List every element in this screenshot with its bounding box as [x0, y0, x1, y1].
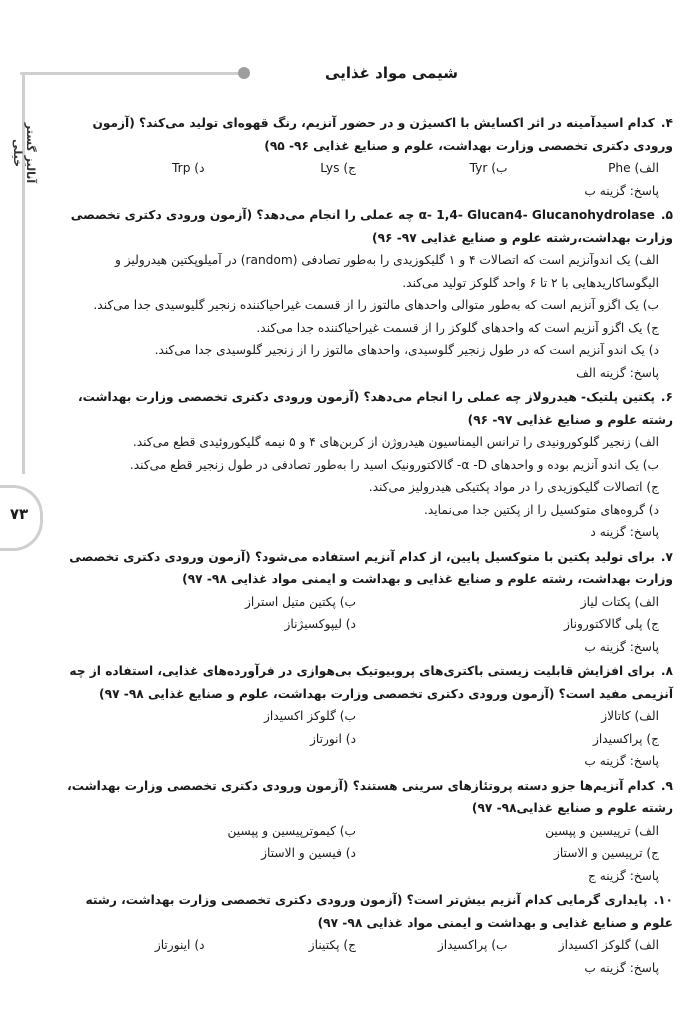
option-a: الف) یک اندوآنزیم است که اتصالات ۴ و ۱ گلیکوزیدی را به‌طور تصادفی (random) در آمیلوپکتین هیدرولیز و الیگوساکاریدهایی با ۲ تا ۶ واحد گلوکز تولید می‌کند. [114, 253, 659, 290]
header-rule [20, 72, 244, 75]
option-b: ب) پراکسیداز [437, 938, 508, 952]
question-text: کدام اسیدآمینه در اثر اکسایش با اکسیژن و در حضور آنزیم، رنگ قهوه‌ای تولید می‌کند؟ (آزمون ورودی دکتری تخصصی وزارت بهداشت، علوم و صنایع غذایی ۹۶- ۹۵) [92, 116, 673, 153]
question-10 [53, 889, 673, 979]
option-d: د) گروه‌های متوکسیل را از پکتین جدا می‌نماید. [424, 502, 659, 517]
answer: پاسخ: گزینه ب [584, 639, 659, 654]
question-text: کدام آنزیم‌ها جزو دسته پروتئازهای سرینی هستند؟ (آزمون ورودی دکتری تخصصی وزارت بهداشت، رشته علوم و صنایع غذایی۹۸- ۹۷) [67, 778, 673, 815]
answer: پاسخ: گزینه ب [584, 183, 659, 198]
option-d: د) انورتاز [309, 731, 356, 746]
question-text: پایداری گرمایی کدام آنزیم بیش‌تر است؟ (آزمون ورودی دکتری تخصصی وزارت بهداشت، رشته علوم و صنایع غذایی و بهداشت و ایمنی مواد غذایی ۹۸- ۹۷) [85, 893, 673, 930]
question-number: ۵. [660, 208, 673, 222]
question-number: ۴. [660, 116, 673, 130]
option-a: الف) گلوکز اکسیداز [558, 938, 659, 952]
question-9 [53, 775, 673, 888]
option-c: ج) یک اگزو آنزیم است که واحدهای گلوکز را از قسمت غیراحیاکننده جدا می‌کند. [256, 320, 659, 335]
option-d: د) فیسین و الاستاز [261, 846, 356, 860]
answer: پاسخ: گزینه د [590, 525, 659, 539]
option-b: ب) Tyr [469, 161, 508, 175]
option-b: ب) گلوکز اکسیداز [263, 709, 356, 723]
option-d: د) اینورتاز [154, 938, 205, 952]
option-b: ب) یک اگزو آنزیم است که به‌طور متوالی واحدهای مالتوز را از قسمت غیراحیاکننده زنجیر گلیوسیدی جدا می‌کند. [93, 298, 659, 312]
question-number: ۷. [660, 549, 673, 564]
question-number: ۱۰. [653, 893, 673, 907]
question-6 [53, 386, 673, 544]
question-8 [53, 660, 673, 773]
option-c: ج) اتصالات گلیکوزیدی را در مواد پکتیکی هیدرولیز می‌کند. [368, 480, 659, 494]
option-b: ب) کیموترپیسین و پپسین [227, 823, 356, 838]
page-number: ۷۳ [9, 505, 29, 523]
option-b: ب) یک اندو آنزیم بوده و واحدهای α -D- گالاکتورونیک اسید را به‌طور تصادفی در طول زنجیر قطع می‌کند. [129, 457, 659, 472]
question-text: پکتین پلتیک- هیدرولاز چه عملی را انجام می‌دهد؟ (آزمون ورودی دکتری تخصصی وزارت بهداشت، رشته علوم و صنایع غذایی ۹۷- ۹۶) [77, 390, 673, 427]
option-d: د) Trp [172, 161, 205, 175]
answer: پاسخ: گزینه ب [584, 754, 659, 768]
answer: پاسخ: گزینه الف [576, 365, 659, 380]
header-bullet [238, 67, 250, 79]
option-a: الف) زنجیر گلوکورونیدی را ترانس الیمناسیون هیدروژن از کربن‌های ۴ و ۵ نیمه گلیکوروئیدی قطع می‌کند. [132, 435, 659, 449]
option-c: ج) پکتیناز [308, 938, 356, 952]
question-text: α- 1,4- Glucan4- Glucanohydrolase چه عملی را انجام می‌دهد؟ (آزمون ورودی دکتری تخصصی وزارت بهداشت،رشته علوم و صنایع غذایی ۹۷- ۹۶) [70, 208, 673, 245]
chapter-title: شیمی مواد غذایی [325, 64, 458, 82]
question-number: ۹. [660, 778, 673, 793]
side-series-label: آنالیز گستر خیلی [11, 122, 37, 184]
option-c: ج) Lys [320, 161, 356, 175]
question-text: برای افزایش قابلیت زیستی باکتری‌های پروبیوتیک بی‌هوازی در فرآورده‌های غذایی، استفاده از چه آنزیمی مفید است؟ (آزمون ورودی دکتری تخصصی وزارت بهداشت، علوم و صنایع غذایی ۹۸- ۹۷) [69, 664, 673, 701]
option-c: ج) پراکسیداز [592, 731, 659, 746]
option-b: ب) پکتین متیل استراز [245, 594, 356, 609]
question-4 [53, 112, 673, 202]
option-a: الف) ترپیسین و پپسین [545, 823, 659, 838]
option-c: ج) پلی گالاکتوروناز [564, 617, 659, 631]
question-number: ۶. [660, 390, 673, 404]
option-d: د) لیپوکسیژناز [284, 617, 356, 631]
question-list [53, 112, 673, 981]
question-7 [53, 546, 673, 659]
option-a: الف) Phe [608, 161, 659, 175]
option-c: ج) ترپیسین و الاستاز [554, 846, 659, 860]
answer: پاسخ: گزینه ج [587, 868, 659, 883]
question-number: ۸. [660, 664, 673, 678]
question-5 [53, 204, 673, 384]
option-d: د) یک اندو آنزیم است که در طول زنجیر گلوسیدی، واحدهای مالتوز را از زنجیر گلوسیدی جدا می‌کند. [154, 343, 659, 357]
option-a: الف) کاتالاز [601, 709, 659, 723]
question-text: برای تولید پکتین با متوکسیل پایین، از کدام آنزیم استفاده می‌شود؟ (آزمون ورودی دکتری تخصصی وزارت بهداشت، رشته علوم و صنایع غذایی و بهداشت و ایمنی مواد غذایی ۹۸- ۹۷) [69, 549, 673, 586]
answer: پاسخ: گزینه ب [584, 960, 659, 975]
option-a: الف) پکتات لیاز [580, 594, 659, 609]
